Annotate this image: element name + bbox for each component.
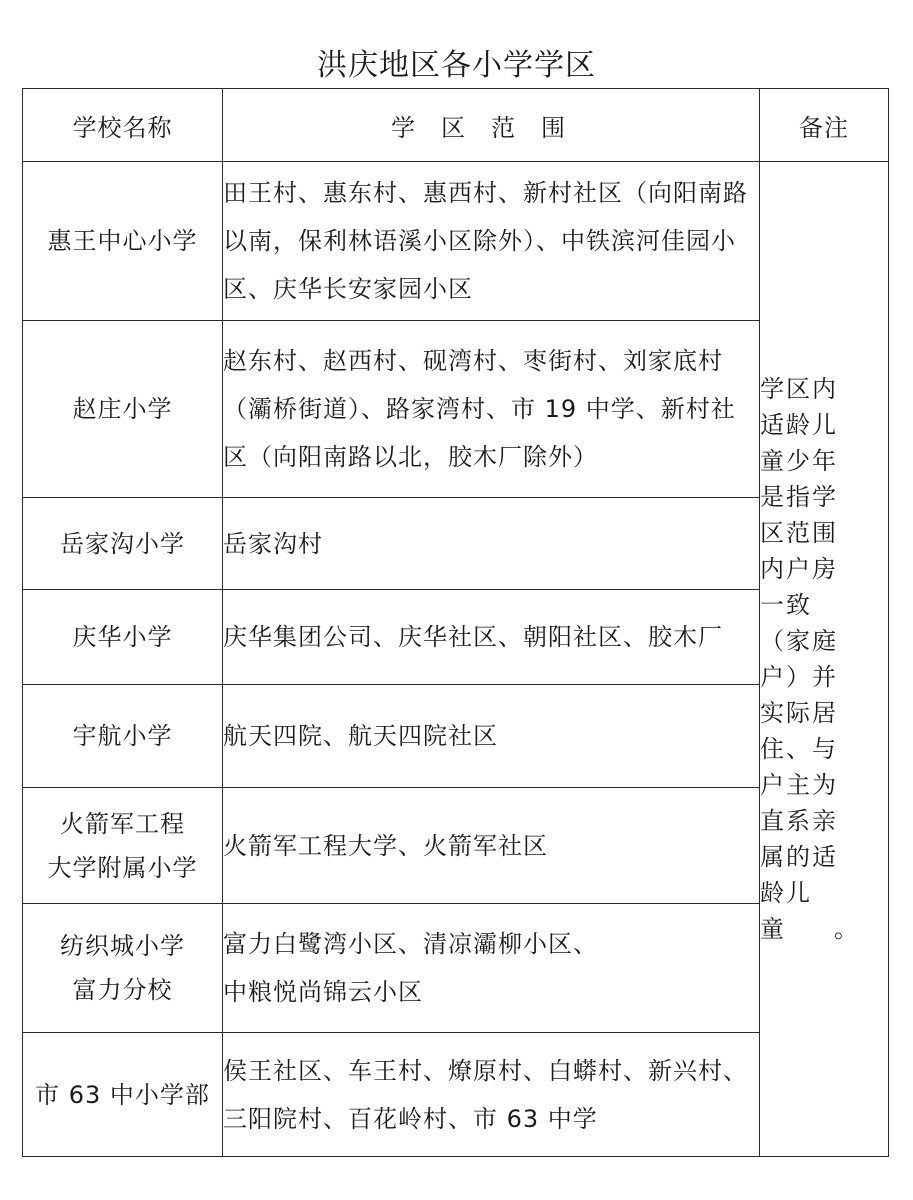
school-zone-table: [22, 88, 889, 1157]
table-row: [23, 1033, 889, 1157]
page-title: 洪庆地区各小学学区: [317, 48, 596, 83]
table-row: [23, 590, 889, 685]
table-row: [23, 321, 889, 498]
zone-range-cell: 岳家沟村: [223, 498, 760, 590]
table-row: [23, 685, 889, 788]
school-name-cell: 火箭军工程 大学附属小学: [23, 788, 223, 904]
school-name-cell: 岳家沟小学: [23, 498, 223, 590]
school-name-cell: 纺织城小学 富力分校: [23, 904, 223, 1033]
school-name-cell: 赵庄小学: [23, 321, 223, 498]
table-row: [23, 162, 889, 321]
zone-range-cell: 侯王社区、车王村、燎原村、白蟒村、新兴村、三阳院村、百花岭村、市 63 中学: [223, 1033, 760, 1157]
remarks-text: 学区内适龄儿童少年是指学区范围内户房一致（家庭户）并实际居住、与户主为直系亲属的适龄儿童。: [760, 375, 860, 943]
school-name-cell: 庆华小学: [23, 590, 223, 685]
zone-range-cell: 航天四院、航天四院社区: [223, 685, 760, 788]
table-row: [23, 788, 889, 904]
zone-range-cell: 赵东村、赵西村、砚湾村、枣街村、刘家底村（灞桥街道）、路家湾村、市 19 中学、新村社区（向阳南路以北，胶木厂除外）: [223, 321, 760, 498]
table-row: [23, 904, 889, 1033]
header-zone-range: 学区范围: [223, 89, 760, 162]
header-remarks: 备注: [760, 89, 889, 162]
zone-range-cell: 富力白鹭湾小区、清凉灞柳小区、 中粮悦尚锦云小区: [223, 904, 760, 1033]
school-name-cell: 惠王中心小学: [23, 162, 223, 321]
table-row: [23, 498, 889, 590]
table-header-row: [23, 89, 889, 162]
school-name-cell: 市 63 中小学部: [23, 1033, 223, 1157]
school-name-cell: 宇航小学: [23, 685, 223, 788]
zone-range-cell: 火箭军工程大学、火箭军社区: [223, 788, 760, 904]
zone-range-cell: 庆华集团公司、庆华社区、朝阳社区、胶木厂: [223, 590, 760, 685]
zone-range-cell: 田王村、惠东村、惠西村、新村社区（向阳南路以南，保利林语溪小区除外）、中铁滨河佳园小区、庆华长安家园小区: [223, 162, 760, 321]
header-school-name: 学校名称: [23, 89, 223, 162]
remarks-cell: [760, 162, 889, 1157]
